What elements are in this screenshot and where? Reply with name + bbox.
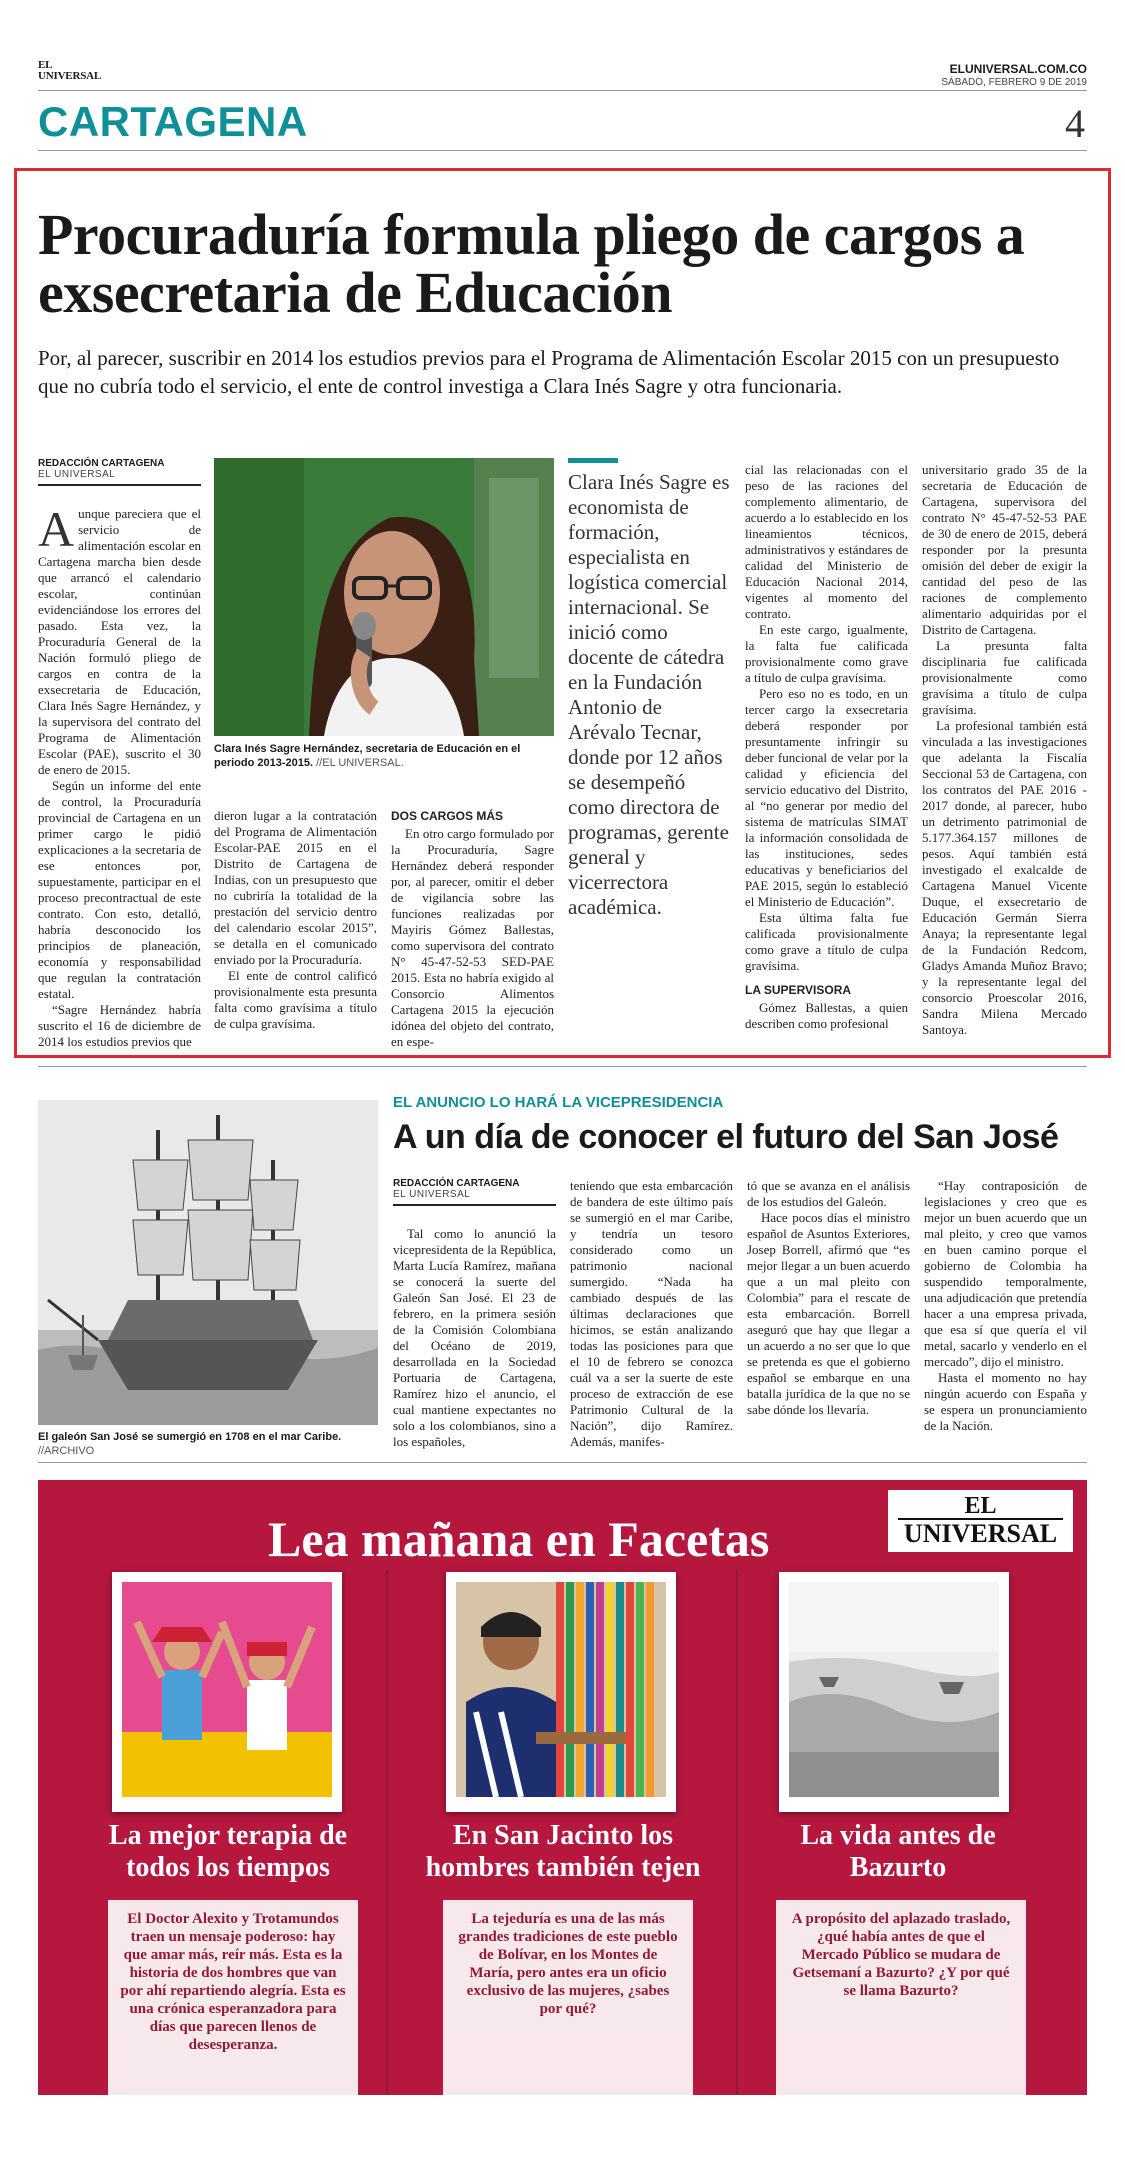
- story1-photo-caption: [214, 742, 554, 770]
- paragraph: dieron lugar a la contratación del Programa de Alimentación Escolar-PAE 2015 en el Distrito de Cartagena de Indias, con un presupuesto que no cubriría la totalidad de la prestación del servicio dentro del calendario escolar 2015”, se detalla en el comunicado enviado por la Procuraduría.: [214, 808, 377, 967]
- story2-kicker: EL ANUNCIO LO HARÁ LA VICEPRESIDENCIA: [393, 1094, 724, 1111]
- paragraph: En este cargo, igualmente, la falta fue calificada provisionalmente como grave a título de culpa gravísima.: [745, 622, 908, 685]
- story2-column-2: [570, 1178, 733, 1450]
- promo-divider: [736, 1570, 738, 2095]
- masthead-logo[interactable]: [38, 60, 101, 82]
- byline-name: REDACCIÓN CARTAGENA: [38, 458, 165, 469]
- promo-item-1-title[interactable]: La mejor terapia de todos los tiempos: [108, 1820, 348, 1883]
- story1-column-5: [922, 462, 1087, 1038]
- byline-org: EL UNIVERSAL: [393, 1189, 471, 1200]
- dropcap: A: [38, 501, 75, 557]
- el-universal-logo: [888, 1490, 1073, 1552]
- paragraph-text: unque pareciera que el servicio de alimentación escolar en Cartagena marcha bien desde que arrancó el calendario escolar, continúan evidenciándose los errores del pasado. Esta vez, la Procuraduría General de la Nación formuló pliego de cargos en contra de la exsecretaria de Educación, Clara Inés Sagre Hernández, y la supervisora del contrato del Programa de Alimentación Escolar (PAE), suscrito el 30 de enero de 2015.: [38, 506, 201, 777]
- subhead-la-supervisora: LA SUPERVISORA: [745, 983, 852, 997]
- caption-text: El galeón San José se sumergió en 1708 en el mar Caribe.: [38, 1431, 342, 1443]
- paragraph: Según un informe del ente de control, la Procuraduría provincial de Cartagena en un primer cargo le pidió explicaciones a la secretaria de ese entonces por, supuestamente, participar en el proceso precontractual de este contrato. Con esto, detalló, habría desconocido los principios de planeación, economía y responsabilidad que regulan la contratación estatal.: [38, 778, 201, 1001]
- weaver-image: [456, 1582, 666, 1797]
- paragraph: La profesional también está vinculada a las investigaciones que adelanta la Fiscalía Seccional 53 de Cartagena, con los contratos del PAE 2016 - 2017 donde, al parecer, hubo un detrimento patrimonial de 5.177.364.157 millones de pesos. Aquí también está investigado el exalcalde de Cartagena Manuel Vicente Duque, el exsecretario de Educación Germán Sierra Anaya; la representante legal de la Fundación Redcom, Gladys Amanda Muñoz Bravo; y la representante legal del consorcio Proescolar 2016, Sandra Milena Mercado Santoya.: [922, 718, 1087, 1037]
- story1-column-3: [391, 808, 554, 1050]
- promo-divider: [386, 1570, 388, 2095]
- paragraph: “Hay contraposición de legislaciones y creo que es mejor un buen acuerdo que un mal pleito, y creo que vamos en buen camino porque el gobierno de Colombia ha suspendido temporalmente, una adjudicación que pretendía hacer a una empresa privada, que esa sí que quería el vil metal, sacarlo y venderlo en el mercado”, dijo el ministro.: [924, 1178, 1087, 1369]
- promo-item-1-summary: El Doctor Alexito y Trotamundos traen un mensaje poderoso: hay que amar más, reír más. Esta es la historia de dos hombres que van por ahí repartiendo alegría. Esta es una crónica esperanzadora para días que parecen llenos de desesperanza.: [108, 1900, 358, 2095]
- paragraph: teniendo que esta embarcación de bandera de este último país se sumergió en el mar Caribe, y tendría un tesoro considerado como un patrimonio nacional sumergido. “Nada ha cambiado después de las últimas declaraciones que hicimos, se están analizando todas las posiciones para que el 10 de febrero se conozca cuál va a ser la suerte de este proceso de extracción de ese Patrimonio Cultural de la Nación”, dijo Ramírez. Además, manifes-: [570, 1178, 733, 1449]
- caption-text: Clara Inés Sagre Hernández, secretaria de Educación en el periodo 2013-2015.: [214, 743, 521, 769]
- story1-column-1: [38, 501, 201, 1050]
- logo-line1: EL: [38, 59, 53, 71]
- story1-photo: [214, 458, 554, 736]
- paragraph: Tal como lo anunció la vicepresidenta de la República, Marta Lucía Ramírez, mañana se conocerá la suerte del Galeón San José. El 23 de febrero, en la primera sesión de la Comisión Colombiana del Océano de 2019, desarrollada en la Sociedad Portuaria de Cartagena, Ramírez hizo el anuncio, el cual mantiene expectantes no solo a los colombianos, sino a los españoles,: [393, 1226, 556, 1449]
- section-rule: [38, 150, 1087, 151]
- paragraph: “Sagre Hernández habría suscrito el 16 de diciembre de 2014 los estudios previos que: [38, 1002, 201, 1049]
- paragraph: Hasta el momento no hay ningún acuerdo con España y se espera un pronunciamiento de la Nación.: [924, 1370, 1087, 1433]
- promo-item-3-title[interactable]: La vida antes de Bazurto: [800, 1820, 996, 1883]
- pull-quote: Clara Inés Sagre es economista de formación, especialista en logística comercial internacional. Se inició como docente de cátedra en la Fundación Antonio de Arévalo Tecnar, donde por 12 años se desempeñó como directora de programas, gerente general y vicerrectora académica.: [568, 470, 730, 919]
- issue-date: SÁBADO, FEBRERO 9 DE 2019: [941, 77, 1087, 88]
- caption-credit: //ARCHIVO: [38, 1445, 95, 1457]
- story2-column-3: [747, 1178, 910, 1418]
- promo-item-2-summary: La tejeduría es una de las más grandes tradiciones de este pueblo de Bolívar, en los Montes de María, pero antes era un oficio exclusivo de las mujeres, ¿sabes por qué?: [443, 1900, 693, 2095]
- logo-line1: EL: [964, 1493, 997, 1519]
- story2-headline: A un día de conocer el futuro del San José: [393, 1118, 1059, 1156]
- byline-name: REDACCIÓN CARTAGENA: [393, 1178, 520, 1189]
- story2-column-4: [924, 1178, 1087, 1434]
- story1-byline: [38, 458, 201, 486]
- story1-column-4: [745, 462, 908, 1032]
- paragraph: universitario grado 35 de la secretaria de Educación de Cartagena, supervisora del contrato N° 45-47-52-53 PAE de 30 de enero de 2015, deberá responder por la presunta omisión del deber de exigir la cantidad del peso de las raciones de complemento alimentario adquiridas por el Distrito de Cartagena.: [922, 462, 1087, 637]
- story1-deck: Por, al parecer, suscribir en 2014 los estudios previos para el Programa de Alimentación Escolar 2015 con un presupuesto que no cubría todo el servicio, el ente de control investiga a Clara Inés Sagre y otra funcionaria.: [38, 346, 1060, 398]
- old-port-image: [789, 1582, 999, 1797]
- story2-column-1: [393, 1226, 556, 1450]
- story2-photo-caption: [38, 1430, 383, 1458]
- portrait-image: [214, 458, 554, 736]
- facetas-promo[interactable]: [38, 1480, 1087, 2095]
- pull-quote-accent: [568, 458, 618, 463]
- subhead-dos-cargos: DOS CARGOS MÁS: [391, 809, 504, 823]
- paragraph: Hace pocos días el ministro español de Asuntos Exteriores, Josep Borrell, afirmó que “es mejor llegar a un buen acuerdo que a un mal pleito con Colombia” para el rescate de esta embarcación. Borrell aseguró que hay que llegar a un acuerdo a no ser que lo que se pretenda es que el gobierno español se embarque en una batalla jurídica de la que no se sabe dónde los llevaría.: [747, 1210, 910, 1417]
- promo-item-3-photo[interactable]: [779, 1572, 1009, 1812]
- promo-item-3-summary: A propósito del aplazado traslado, ¿qué había antes de que el Mercado Público se mudara de Getsemaní a Bazurto? ¿Y por qué se llama Bazurto?: [776, 1900, 1026, 2095]
- clowns-image: [122, 1582, 332, 1797]
- paragraph: Esta última falta fue calificada provisionalmente como grave a título de culpa gravísima.: [745, 910, 908, 973]
- caption-credit: //EL UNIVERSAL.: [316, 757, 404, 769]
- promo-item-2-title[interactable]: En San Jacinto los hombres también tejen: [425, 1820, 701, 1883]
- byline-rule: [393, 1204, 556, 1206]
- paragraph: cial las relacionadas con el peso de las raciones del complemento alimentario, de acuerdo a lo establecido en los lineamientos técnicos, administrativos y estándares de calidad del Ministerio de Educación Nacional 2014, vigentes al momento del contrato.: [745, 462, 908, 621]
- paragraph: La presunta falta disciplinaria fue calificada provisionalmente como gravísima a título de culpa gravísima.: [922, 638, 1087, 717]
- paragraph: tó que se avanza en el análisis de los estudios del Galeón.: [747, 1178, 910, 1209]
- logo-line2: UNIVERSAL: [38, 70, 101, 82]
- page-number: 4: [1065, 101, 1085, 146]
- promo-title: Lea mañana en Facetas: [268, 1511, 770, 1567]
- story2-byline: [393, 1178, 556, 1206]
- byline-rule: [38, 484, 201, 486]
- site-url[interactable]: ELUNIVERSAL.COM.CO: [949, 62, 1087, 76]
- galleon-illustration: [38, 1100, 378, 1425]
- story1-column-2: [214, 808, 377, 1032]
- paragraph: Gómez Ballestas, a quien describen como profesional: [745, 1000, 908, 1031]
- promo-separator: [38, 1462, 1087, 1463]
- section-title: CARTAGENA: [38, 98, 308, 145]
- logo-line2: UNIVERSAL: [898, 1518, 1063, 1548]
- story2-photo: [38, 1100, 378, 1425]
- story1-headline: Procuraduría formula pliego de cargos a exsecretaria de Educación: [38, 202, 1025, 325]
- promo-item-2-photo[interactable]: [446, 1572, 676, 1812]
- paragraph: Pero eso no es todo, en un tercer cargo la exsecretaria deberá responder por presuntamente infringir su deber funcional de velar por la calidad y eficiencia del servicio educativo del Distrito, al “no generar por medio del sistema de matrículas SIMAT la información consolidada de las instituciones, sedes educativas y beneficiarios del PAE 2015, según lo estableció el Ministerio de Educación”.: [745, 686, 908, 909]
- paragraph: [38, 501, 201, 778]
- paragraph: En otro cargo formulado por la Procuraduría, Sagre Hernández deberá responder por, al parecer, omitir el deber de vigilancia sobre las funciones realizadas por Mayiris Gómez Ballestas, como supervisora del contrato N° 45-47-52-53 SED-PAE 2015. Esta no habría exigido al Consorcio Alimentos Cartagena 2015 la ejecución idónea del objeto del contrato, en espe-: [391, 826, 554, 1049]
- promo-item-1-photo[interactable]: [112, 1572, 342, 1812]
- byline-org: EL UNIVERSAL: [38, 469, 116, 480]
- story-separator: [38, 1066, 1087, 1067]
- masthead-rule: [38, 90, 1087, 91]
- paragraph: El ente de control calificó provisionalmente esta presunta falta como gravísima a título de culpa gravísima.: [214, 968, 377, 1031]
